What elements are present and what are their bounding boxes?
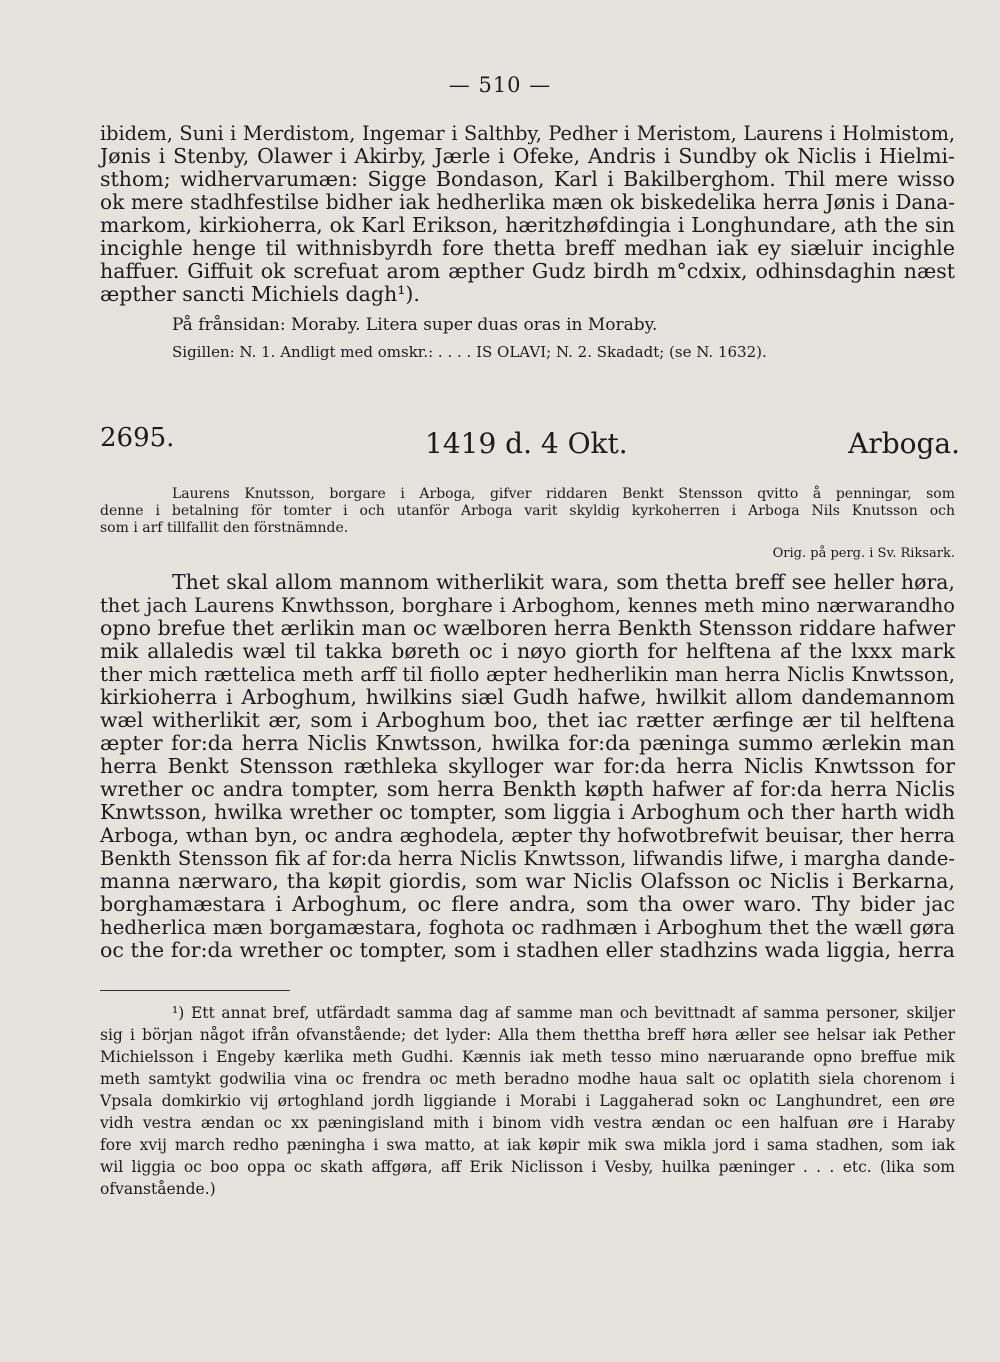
footnote-line: Michielsson i Engeby kærlika meth Gudhi. Kænnis iak meth tesso mino næruarande opno breffue mik	[100, 1048, 955, 1066]
summary-line: som i arf tillfallit den förstnämnde.	[100, 520, 349, 536]
summary-line: Laurens Knutsson, borgare i Arboga, gifver riddaren Benkt Stensson qvitto å penningar, som	[172, 486, 955, 502]
footnote-line: wil liggia oc boo oppa oc skath affgøra, aff Erik Niclisson i Vesby, huilka pæninger . . . etc. (lika som	[100, 1158, 955, 1176]
charter-place: Arboga.	[848, 427, 960, 460]
text-line: wrether oc andra tompter, som herra Benkth køpth hafwer af for:da herra Niclis	[100, 777, 955, 801]
text-line: wæl witherlikit ær, som i Arboghum boo, thet iac rætter ærfinge ær til helftena	[100, 708, 955, 732]
footnote-line: ofvanstående.)	[100, 1180, 216, 1198]
footnote-line: fore xvij march redho pæningha i swa matto, at iak køpir mik swa mikla jord i sama stadhen, som iak	[100, 1136, 955, 1154]
charter-heading	[100, 415, 960, 465]
footnote-line: sig i början något ifrån ofvanstående; det lyder: Alla them thettha breff høra æller see helsar iak Pether	[100, 1026, 955, 1044]
text-line: æpther sancti Michiels dagh¹).	[100, 282, 420, 306]
text-line: oc the for:da wrether oc tompter, som i stadhen eller stadhzins wada liggia, herra	[100, 938, 955, 962]
footnote-line: ¹) Ett annat bref, utfärdadt samma dag af samme man och bevittnadt af samma personer, skiljer	[172, 1004, 955, 1022]
main-text	[100, 571, 955, 962]
footnote-line: vidh vestra ændan oc xx pæningisland mith i binom vidh vestra ændan oc een halfuan øre i Haraby	[100, 1114, 955, 1132]
page-number: — 510 —	[448, 73, 552, 97]
source-note: Orig. på perg. i Sv. Riksark.	[772, 546, 955, 561]
endorsement: På frånsidan: Moraby. Litera super duas oras in Moraby.	[172, 315, 658, 335]
text-line: Thet skal allom mannom witherlikit wara, som thetta breff see heller høra,	[172, 570, 955, 594]
text-line: Jønis i Stenby, Olawer i Akirby, Jærle i Ofeke, Andris i Sundby ok Niclis i Hielmi-	[100, 144, 955, 168]
text-line: markom, kirkioherra, ok Karl Erikson, hæritzhøfdingia i Longhundare, ath the sin	[100, 213, 955, 237]
top-text	[100, 122, 955, 306]
text-line: haffuer. Giffuit ok screfuat arom æpther Gudz birdh m°cdxix, odhinsdaghin næst	[100, 259, 955, 283]
footnote-separator	[100, 990, 290, 991]
text-line: kirkioherra i Arboghum, hwilkins siæl Gudh hafwe, hwilkit allom dandemannom	[100, 685, 955, 709]
text-line: opno brefue thet ærlikin man oc wælboren herra Benkth Stensson riddare hafwer	[100, 616, 955, 640]
text-line: manna nærwaro, tha køpit giordis, som war Niclis Olafsson oc Niclis i Berkarna,	[100, 869, 955, 893]
text-line: ibidem, Suni i Merdistom, Ingemar i Salthby, Pedher i Meristom, Laurens i Holmistom,	[100, 122, 955, 145]
text-line: æpter for:da herra Niclis Knwtsson, hwilka for:da pæninga summo ærlekin man	[100, 731, 955, 755]
summary	[100, 486, 955, 537]
footnote-line: Vpsala domkirkio vij ørtoghland jordh liggiande i Morabi i Laggaherad sokn oc Langhundret, een øre	[100, 1092, 955, 1110]
text-line: borghamæstara i Arboghum, oc flere andra, som tha ower waro. Thy bider jac	[100, 892, 955, 916]
text-line: Benkth Stensson fik af for:da herra Niclis Knwtsson, lifwandis lifwe, i margha dande-	[100, 847, 955, 870]
text-line: Knwtsson, hwilka wrether oc tompter, som liggia i Arboghum och ther harth widh	[100, 800, 955, 824]
text-line: herra Benkt Stensson ræthleka skylloger war for:da herra Niclis Knwtsson for	[100, 754, 955, 778]
seals-note: Sigillen: N. 1. Andligt med omskr.: . . . . IS OLAVI; N. 2. Skadadt; (se N. 1632).	[172, 343, 767, 361]
text-line: Arboga, wthan byn, oc andra æghodela, æpter thy hofwotbrefwit beuisar, ther herra	[100, 824, 955, 847]
footnote	[100, 1002, 955, 1200]
text-line: sthom; widhervarumæn: Sigge Bondason, Karl i Bakilberghom. Thil mere wisso	[100, 167, 955, 191]
text-line: incighle henge til withnisbyrdh fore thetta breff medhan iak ey siæluir incighle	[100, 236, 955, 260]
text-line: ok mere stadhfestilse bidher iak hedherlika mæn ok biskedelika herra Jønis i Dana-	[100, 190, 955, 214]
summary-line: denne i betalning för tomter i och utanför Arboga varit skyldig kyrkoherren i Arboga Nils Knutsson och	[100, 503, 955, 519]
text-line: thet jach Laurens Knwthsson, borghare i Arboghom, kennes meth mino nærwarandho	[100, 594, 955, 617]
footnote-line: meth samtykt godwilia vina oc frendra oc meth beradno modhe haua salt oc oplatith siela chorenom i	[100, 1070, 955, 1088]
charter-date: 1419 d. 4 Okt.	[425, 427, 628, 460]
text-line: ther mich rættelica meth arff til fiollo æpter hedherlikin man herra Niclis Knwtsson,	[100, 663, 955, 686]
text-line: hedherlica mæn borgamæstara, foghota oc radhmæn i Arboghum thet the wæll gøra	[100, 916, 955, 939]
text-line: mik allaledis wæl til takka børeth oc i nøyo giorth for helftena af the lxxx mark	[100, 639, 955, 663]
charter-number: 2695.	[100, 423, 175, 453]
